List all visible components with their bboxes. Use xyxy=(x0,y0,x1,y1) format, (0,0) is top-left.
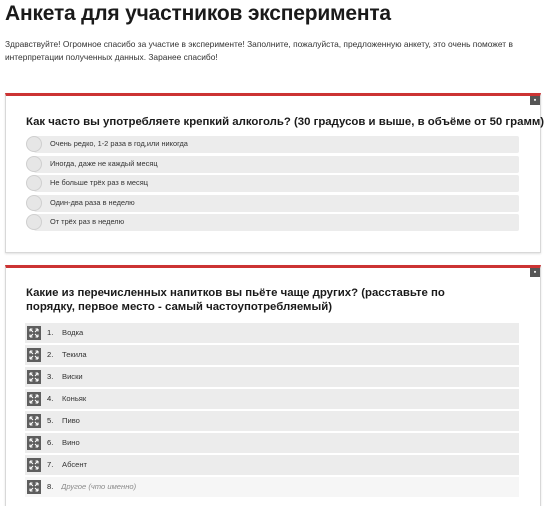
ranking-item[interactable] xyxy=(25,455,519,475)
ranking-item[interactable] xyxy=(25,345,519,365)
drag-handle-icon[interactable] xyxy=(27,414,41,428)
rank-number: 6. xyxy=(47,438,54,447)
radio-button[interactable] xyxy=(26,156,42,172)
drag-handle-icon[interactable] xyxy=(27,348,41,362)
rank-label: Пиво xyxy=(62,416,80,425)
radio-option-label: Не больше трёх раз в месяц xyxy=(50,178,148,188)
rank-label: Текила xyxy=(62,350,87,359)
question-card-ranking xyxy=(5,265,541,506)
other-drink-input[interactable] xyxy=(61,479,241,494)
rank-label: Водка xyxy=(62,328,84,337)
radio-option-label: Иногда, даже не каждый месяц xyxy=(50,158,158,168)
radio-button[interactable] xyxy=(26,195,42,211)
rank-number: 7. xyxy=(47,460,54,469)
rank-label: Виски xyxy=(62,372,83,381)
radio-option[interactable] xyxy=(25,175,519,194)
ranking-item[interactable] xyxy=(25,367,519,387)
ranking-item[interactable] xyxy=(25,323,519,343)
ranking-item-other[interactable] xyxy=(25,477,519,497)
rank-number: 5. xyxy=(47,416,54,425)
rank-label: Вино xyxy=(62,438,80,447)
ranking-item[interactable] xyxy=(25,389,519,409)
drag-handle-icon[interactable] xyxy=(27,392,41,406)
collapse-icon[interactable]: ▪ xyxy=(530,96,540,105)
rank-number: 8. xyxy=(47,482,54,491)
radio-option[interactable] xyxy=(25,136,519,155)
radio-option[interactable] xyxy=(25,195,519,214)
drag-handle-icon[interactable] xyxy=(27,326,41,340)
rank-number: 3. xyxy=(47,372,54,381)
radio-option[interactable] xyxy=(25,156,519,175)
ranking-list xyxy=(25,323,519,499)
drag-handle-icon[interactable] xyxy=(27,370,41,384)
radio-option-list xyxy=(25,136,519,234)
drag-handle-icon[interactable] xyxy=(27,436,41,450)
radio-button[interactable] xyxy=(26,136,42,152)
rank-label: Коньяк xyxy=(62,394,87,403)
intro-text: Здравствуйте! Огромное спасибо за участие в эксперименте! Заполните, пожалуйста, предложенную анкету, это очень поможет в интерпретации полученных данных. Заранее спасибо! xyxy=(5,39,513,62)
rank-number: 4. xyxy=(47,394,54,403)
question-title: Как часто вы употребляете крепкий алкоголь? (30 градусов и выше, в объёме от 50 грамм) xyxy=(26,116,544,128)
rank-number: 1. xyxy=(47,328,54,337)
drag-handle-icon[interactable] xyxy=(27,480,41,494)
collapse-icon[interactable]: ▪ xyxy=(530,268,540,277)
drag-handle-icon[interactable] xyxy=(27,458,41,472)
page-title: Анкета для участников эксперимента xyxy=(5,2,391,25)
ranking-item[interactable] xyxy=(25,411,519,431)
rank-label: Абсент xyxy=(62,460,88,469)
ranking-item[interactable] xyxy=(25,433,519,453)
radio-option[interactable] xyxy=(25,214,519,233)
question-title: Какие из перечисленных напитков вы пьёте чаще других? (расставьте по порядку, первое место - самый частоупотребляемый) xyxy=(26,287,445,313)
question-card-frequency xyxy=(5,93,544,253)
radio-option-label: Очень редко, 1-2 раза в год,или никогда xyxy=(50,139,188,148)
rank-number: 2. xyxy=(47,350,54,359)
radio-option-label: От трёх раз в неделю xyxy=(50,217,125,227)
radio-option-label: Один-два раза в неделю xyxy=(50,197,135,207)
